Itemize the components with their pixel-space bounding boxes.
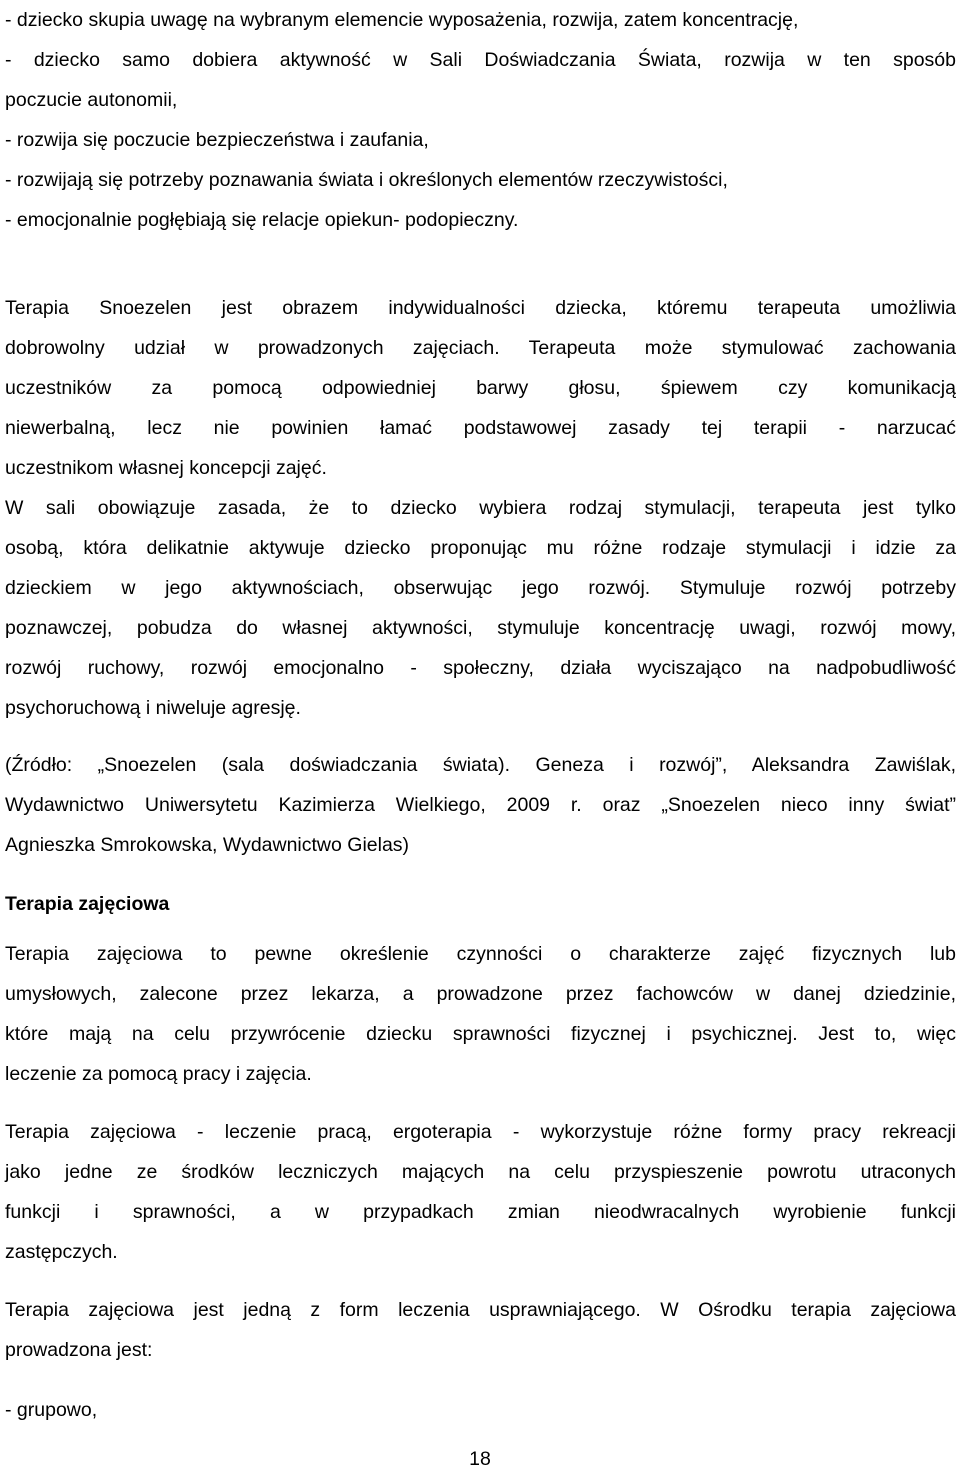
list-item: - rozwijają się potrzeby poznawania świata i określonych elementów rzeczywistości, bbox=[5, 169, 728, 191]
paragraph-terapia-1: Terapia zajęciowa to pewne określenie czynności o charakterze zajęć fizycznych lub umysłowych, zalecone przez lekarza, a prowadzone przez fachowców w danej dziedzinie, które mają na celu przywrócenie dziecku sprawności fizycznej i psychicznej. Jest to, więc leczenie za pomocą pracy i zajęcia. bbox=[5, 943, 956, 1085]
paragraph-sala: W sali obowiązuje zasada, że to dziecko wybiera rodzaj stymulacji, terapeuta jest tylko osobą, która delikatnie aktywuje dziecko proponując mu różne rodzaje stymulacji i idzie za dzieckiem w jego aktywnościach, obserwując jego rozwój. Stymuluje rozwój potrzeby poznawczej, pobudza do własnej aktywności, stymuluje koncentrację uwagi, rozwój mowy, rozwój ruchowy, rozwój emocjonalno - społeczny, działa wyciszająco na nadpobudliwość psychoruchową i niweluje agresję. bbox=[5, 497, 956, 719]
paragraph-terapia-3: Terapia zajęciowa jest jedną z form leczenia usprawniającego. W Ośrodku terapia zajęciowa prowadzona jest: bbox=[5, 1299, 956, 1361]
list-item: - dziecko skupia uwagę na wybranym elemencie wyposażenia, rozwija, zatem koncentrację, bbox=[5, 9, 799, 31]
paragraph-terapia-2: Terapia zajęciowa - leczenie pracą, ergoterapia - wykorzystuje różne formy pracy rekreacji jako jedne ze środków leczniczych mających na celu przyspieszenie powrotu utraconych funkcji i sprawności, a w przypadkach zmian nieodwracalnych wyrobienie funkcji zastępczych. bbox=[5, 1121, 956, 1263]
paragraph-source: (Źródło: „Snoezelen (sala doświadczania świata). Geneza i rozwój”, Aleksandra Zawiślak, Wydawnictwo Uniwersytetu Kazimierza Wielkiego, 2009 r. oraz „Snoezelen nieco inny świat” Agnieszka Smrokowska, Wydawnictwo Gielas) bbox=[5, 754, 956, 856]
forms-list bbox=[5, 1390, 956, 1430]
list-item: - grupowo, bbox=[5, 1399, 98, 1421]
paragraph-snoezelen: Terapia Snoezelen jest obrazem indywidualności dziecka, któremu terapeuta umożliwia dobrowolny udział w prowadzonych zajęciach. Terapeuta może stymulować zachowania uczestników za pomocą odpowiedniej barwy głosu, śpiewem czy komunikacją niewerbalną, lecz nie powinien łamać podstawowej zasady tej terapii - narzucać uczestnikom własnej koncepcji zajęć. bbox=[5, 297, 956, 479]
list-item: - dziecko samo dobiera aktywność w Sali Doświadczania Świata, rozwija w ten sposób poczucie autonomii, bbox=[5, 49, 956, 111]
list-item: - emocjonalnie pogłębiają się relacje opiekun- podopieczny. bbox=[5, 209, 519, 231]
list-item: - rozwija się poczucie bezpieczeństwa i zaufania, bbox=[5, 129, 429, 151]
section-heading: Terapia zajęciowa bbox=[5, 893, 170, 915]
page-number: 18 bbox=[469, 1448, 491, 1470]
